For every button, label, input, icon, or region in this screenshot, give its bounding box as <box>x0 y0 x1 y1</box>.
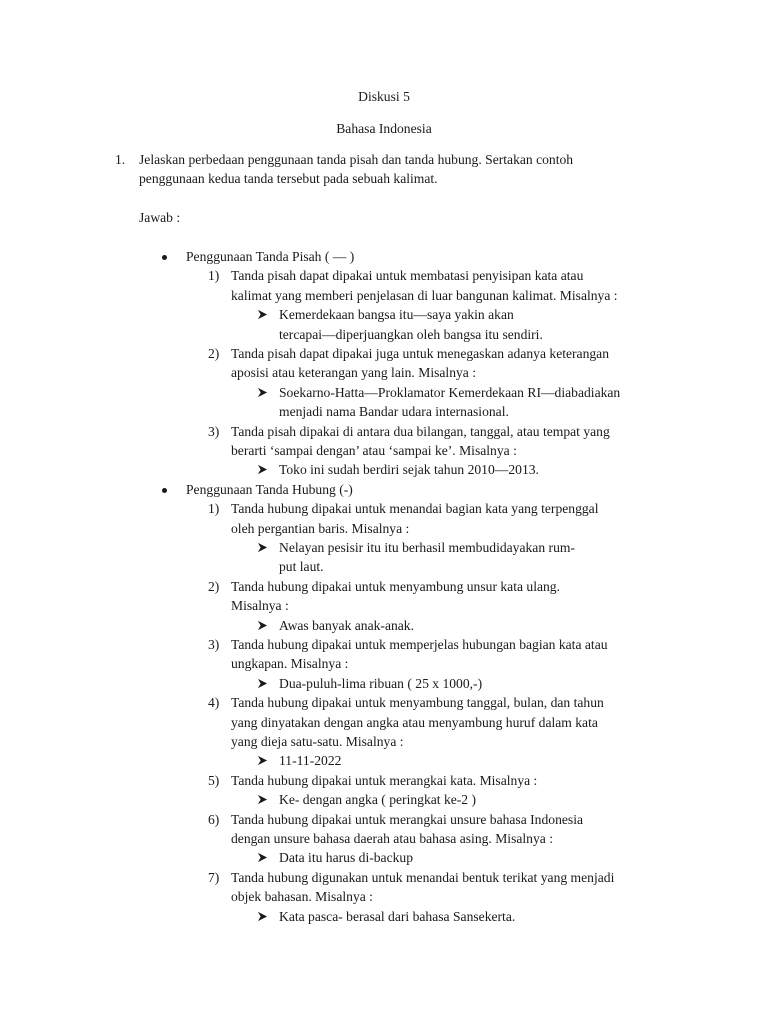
question-number: 1. <box>115 152 126 167</box>
arrowhead-bullet-icon <box>257 678 268 689</box>
example-text-line: Toko ini sudah berdiri sejak tahun 2010—2013. <box>279 462 539 477</box>
arrowhead-bullet-icon <box>257 755 268 766</box>
document-title: Diskusi 5 <box>358 89 410 104</box>
section-heading: Penggunaan Tanda Hubung (-) <box>186 482 353 497</box>
item-text-line: Tanda hubung dipakai untuk menandai bagian kata yang terpenggal <box>231 501 599 516</box>
arrowhead-bullet-icon <box>257 911 268 922</box>
item-text-line: yang dinyatakan dengan angka atau menyambung huruf dalam kata <box>231 715 598 730</box>
item-text-line: Tanda hubung dipakai untuk memperjelas hubungan bagian kata atau <box>231 637 608 652</box>
item-number: 2) <box>208 579 220 594</box>
item-text-line: Tanda pisah dapat dipakai juga untuk menegaskan adanya keterangan <box>231 346 610 361</box>
arrowhead-bullet-icon <box>257 620 268 631</box>
item-text-line: Misalnya : <box>231 598 289 613</box>
item-text-line: oleh pergantian baris. Misalnya : <box>231 521 410 536</box>
item-number: 1) <box>208 501 220 516</box>
example-text-line: Kata pasca- berasal dari bahasa Sansekerta. <box>279 909 516 924</box>
item-text-line: berarti ‘sampai dengan’ atau ‘sampai ke’. Misalnya : <box>231 443 517 458</box>
example-text-line: Soekarno-Hatta—Proklamator Kemerdekaan RI—diabadiakan <box>279 385 621 400</box>
example-text-line: menjadi nama Bandar udara internasional. <box>279 404 509 419</box>
item-number: 7) <box>208 870 220 885</box>
item-number: 3) <box>208 424 220 439</box>
example-text-line: 11-11-2022 <box>279 753 342 768</box>
item-text-line: yang dieja satu-satu. Misalnya : <box>231 734 404 749</box>
item-text-line: ungkapan. Misalnya : <box>231 656 349 671</box>
arrowhead-bullet-icon <box>257 794 268 805</box>
item-text-line: aposisi atau keterangan yang lain. Misalnya : <box>231 365 476 380</box>
item-text-line: kalimat yang memberi penjelasan di luar bangunan kalimat. Misalnya : <box>231 288 618 303</box>
item-text-line: Tanda hubung dipakai untuk merangkai kata. Misalnya : <box>231 773 538 788</box>
item-number: 1) <box>208 268 220 283</box>
question-line: penggunaan kedua tanda tersebut pada sebuah kalimat. <box>139 171 438 186</box>
item-text-line: dengan unsure bahasa daerah atau bahasa asing. Misalnya : <box>231 831 553 846</box>
example-text-line: Kemerdekaan bangsa itu—saya yakin akan <box>279 307 514 322</box>
document-subject: Bahasa Indonesia <box>336 121 432 136</box>
bullet-icon <box>162 255 167 260</box>
example-text-line: Dua-puluh-lima ribuan ( 25 x 1000,-) <box>279 676 483 691</box>
example-text-line: Ke- dengan angka ( peringkat ke-2 ) <box>279 792 477 807</box>
question-line: Jelaskan perbedaan penggunaan tanda pisah dan tanda hubung. Sertakan contoh <box>139 152 574 167</box>
example-text-line: put laut. <box>279 559 324 574</box>
item-number: 6) <box>208 812 220 827</box>
item-text-line: objek bahasan. Misalnya : <box>231 889 373 904</box>
example-text-line: tercapai—diperjuangkan oleh bangsa itu sendiri. <box>279 327 543 342</box>
arrowhead-bullet-icon <box>257 464 268 475</box>
example-text-line: Nelayan pesisir itu itu berhasil membudidayakan rum- <box>279 540 575 555</box>
arrowhead-bullet-icon <box>257 309 268 320</box>
item-text-line: Tanda hubung dipakai untuk menyambung unsur kata ulang. <box>231 579 561 594</box>
section-heading: Penggunaan Tanda Pisah ( — ) <box>186 249 355 264</box>
item-number: 5) <box>208 773 220 788</box>
example-text-line: Data itu harus di-backup <box>279 850 414 865</box>
item-text-line: Tanda hubung dipakai untuk menyambung tanggal, bulan, dan tahun <box>231 695 604 710</box>
item-number: 4) <box>208 695 220 710</box>
bullet-icon <box>162 488 167 493</box>
arrowhead-bullet-icon <box>257 852 268 863</box>
arrowhead-bullet-icon <box>257 542 268 553</box>
item-text-line: Tanda hubung digunakan untuk menandai bentuk terikat yang menjadi <box>231 870 615 885</box>
item-text-line: Tanda pisah dapat dipakai untuk membatasi penyisipan kata atau <box>231 268 584 283</box>
arrowhead-bullet-icon <box>257 387 268 398</box>
example-text-line: Awas banyak anak-anak. <box>279 618 415 633</box>
item-text-line: Tanda hubung dipakai untuk merangkai unsure bahasa Indonesia <box>231 812 584 827</box>
item-number: 2) <box>208 346 220 361</box>
answer-label: Jawab : <box>139 210 181 225</box>
item-text-line: Tanda pisah dipakai di antara dua bilangan, tanggal, atau tempat yang <box>231 424 610 439</box>
item-number: 3) <box>208 637 220 652</box>
